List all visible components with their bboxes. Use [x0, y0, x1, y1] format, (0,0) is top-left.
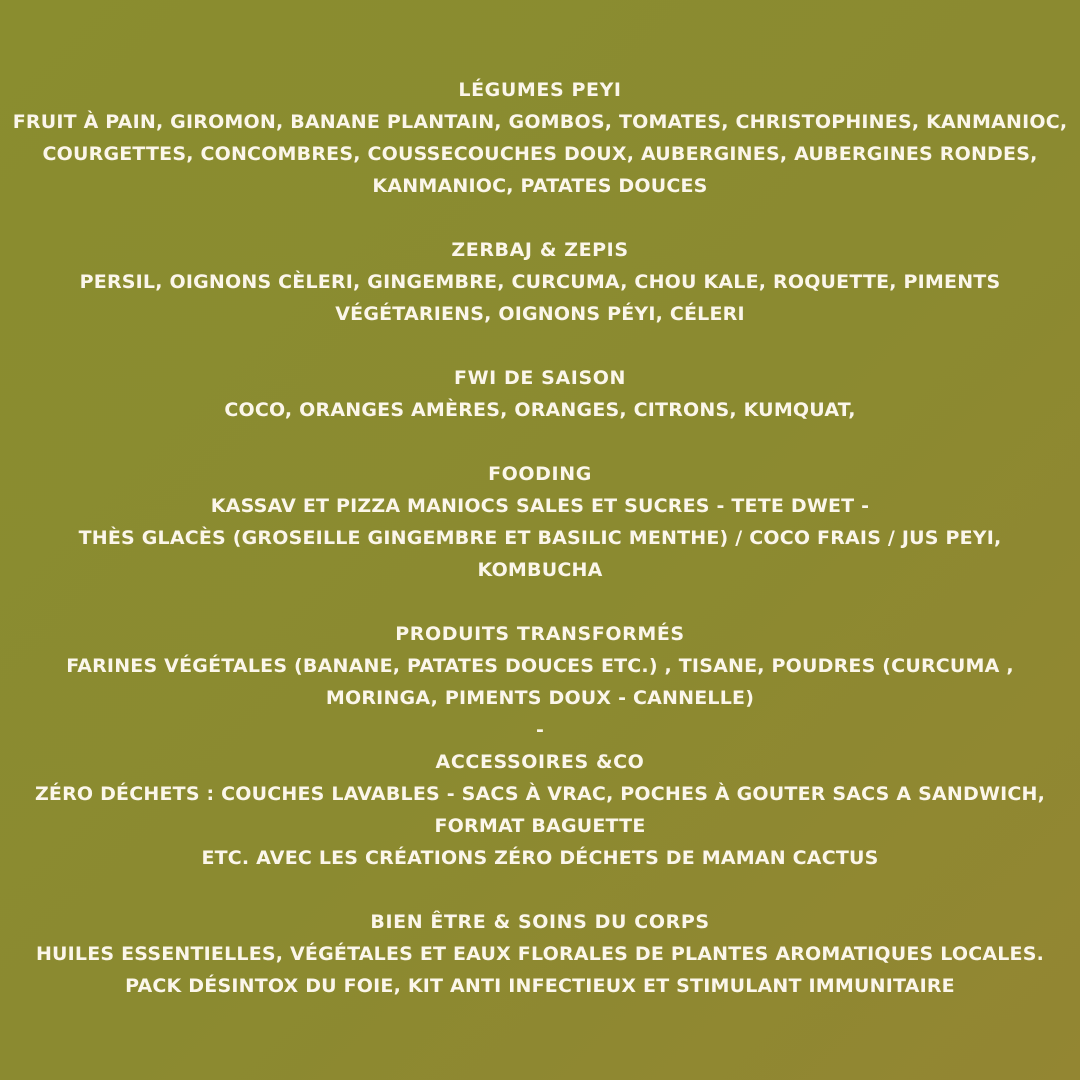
- section-line: MORINGA, PIMENTS DOUX - CANNELLE): [325, 687, 755, 709]
- section-line: FARINES VÉGÉTALES (BANANE, PATATES DOUCES ETC.) , TISANE, POUDRES (CURCUMA ,: [66, 655, 1014, 677]
- section-line: ZÉRO DÉCHETS : COUCHES LAVABLES - SACS À VRAC, POCHES À GOUTER SACS A SANDWICH,: [34, 783, 1046, 805]
- section-line: KANMANIOC, PATATES DOUCES: [372, 175, 708, 197]
- section-line: KASSAV ET PIZZA MANIOCS SALES ET SUCRES - TETE DWET -: [210, 495, 870, 517]
- section-title: FWI DE SAISON: [454, 367, 626, 389]
- section-line: FRUIT À PAIN, GIROMON, BANANE PLANTAIN, GOMBOS, TOMATES, CHRISTOPHINES, KANMANIOC,: [12, 111, 1068, 133]
- section-line: KOMBUCHA: [477, 559, 603, 581]
- section-line: THÈS GLACÈS (GROSEILLE GINGEMBRE ET BASILIC MENTHE) / COCO FRAIS / JUS PEYI,: [78, 527, 1002, 549]
- section-line: FORMAT BAGUETTE: [434, 815, 646, 837]
- section-fooding: [0, 458, 1080, 586]
- section-separator: -: [535, 719, 545, 741]
- section-fwi-de-saison: [0, 362, 1080, 426]
- section-line: HUILES ESSENTIELLES, VÉGÉTALES ET EAUX FLORALES DE PLANTES AROMATIQUES LOCALES.: [35, 943, 1045, 965]
- section-title: ZERBAJ & ZEPIS: [451, 239, 629, 261]
- section-title: BIEN ÊTRE & SOINS DU CORPS: [370, 911, 710, 933]
- section-line: ETC. AVEC LES CRÉATIONS ZÉRO DÉCHETS DE MAMAN CACTUS: [201, 847, 879, 869]
- section-title: ACCESSOIRES &CO: [435, 751, 645, 773]
- section-line: VÉGÉTARIENS, OIGNONS PÉYI, CÉLERI: [335, 303, 745, 325]
- section-zerbaj-zepis: [0, 234, 1080, 330]
- section-accessoires-co: [0, 746, 1080, 874]
- section-line: COURGETTES, CONCOMBRES, COUSSECOUCHES DOUX, AUBERGINES, AUBERGINES RONDES,: [42, 143, 1038, 165]
- section-produits-transformes: [0, 618, 1080, 746]
- section-legumes-peyi: [0, 74, 1080, 202]
- section-title: PRODUITS TRANSFORMÉS: [395, 623, 685, 645]
- section-line: PERSIL, OIGNONS CÈLERI, GINGEMBRE, CURCUMA, CHOU KALE, ROQUETTE, PIMENTS: [79, 271, 1001, 293]
- section-title: FOODING: [488, 463, 592, 485]
- section-line: PACK DÉSINTOX DU FOIE, KIT ANTI INFECTIEUX ET STIMULANT IMMUNITAIRE: [125, 975, 955, 997]
- section-bien-etre-soins: [0, 906, 1080, 1002]
- section-title: LÉGUMES PEYI: [458, 79, 622, 101]
- section-line: COCO, ORANGES AMÈRES, ORANGES, CITRONS, KUMQUAT,: [224, 399, 856, 421]
